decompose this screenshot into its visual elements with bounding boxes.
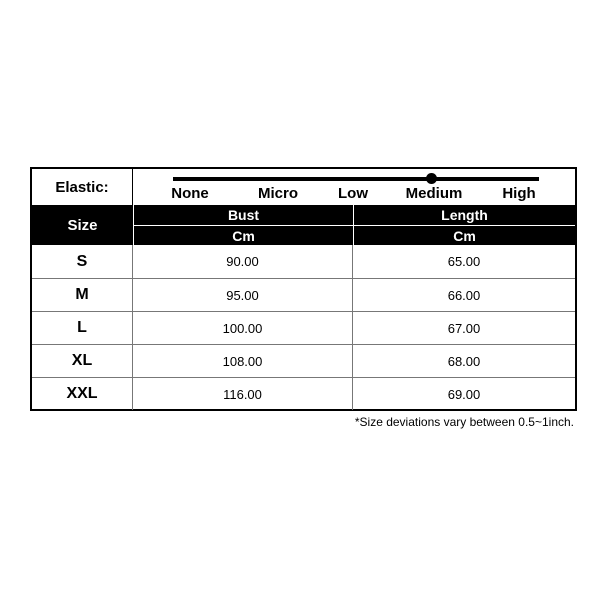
size-chart <box>30 167 577 411</box>
row-bust: 95.00 <box>133 279 353 311</box>
table-row <box>32 344 575 377</box>
table-row <box>32 278 575 311</box>
size-deviation-note: *Size deviations vary between 0.5~1inch. <box>354 415 574 429</box>
elastic-scale <box>133 169 575 205</box>
row-bust: 108.00 <box>133 345 353 377</box>
elastic-scale-labels <box>133 185 575 203</box>
row-size: XL <box>32 345 133 377</box>
row-length: 66.00 <box>447 287 481 303</box>
row-size: XXL <box>32 378 133 410</box>
row-length: 68.00 <box>447 353 481 369</box>
table-row <box>32 245 575 278</box>
table-row <box>32 311 575 344</box>
header-bust-unit: Cm <box>133 225 353 245</box>
elastic-level-high: High <box>502 185 536 202</box>
row-size: S <box>32 245 133 278</box>
row-size: M <box>32 279 133 311</box>
elastic-level-medium: Medium <box>405 185 463 202</box>
header-length: Length <box>353 205 575 225</box>
header-size: Size <box>32 205 133 245</box>
elastic-level-none: None <box>171 185 209 202</box>
header-length-unit: Cm <box>353 225 575 245</box>
row-size: L <box>32 312 133 344</box>
row-bust: 90.00 <box>133 245 353 278</box>
row-bust: 100.00 <box>133 312 353 344</box>
elastic-scale-marker <box>426 173 437 184</box>
elastic-label: Elastic: <box>32 169 133 205</box>
row-length: 67.00 <box>447 320 481 336</box>
row-length: 69.00 <box>447 386 481 402</box>
row-bust: 116.00 <box>133 378 353 410</box>
size-rows <box>32 245 575 410</box>
elastic-level-micro: Micro <box>257 185 299 202</box>
table-row <box>32 377 575 410</box>
row-length: 65.00 <box>447 254 481 269</box>
elastic-level-low: Low <box>338 185 368 202</box>
header-bust: Bust <box>133 205 353 225</box>
elastic-scale-line <box>173 177 539 181</box>
